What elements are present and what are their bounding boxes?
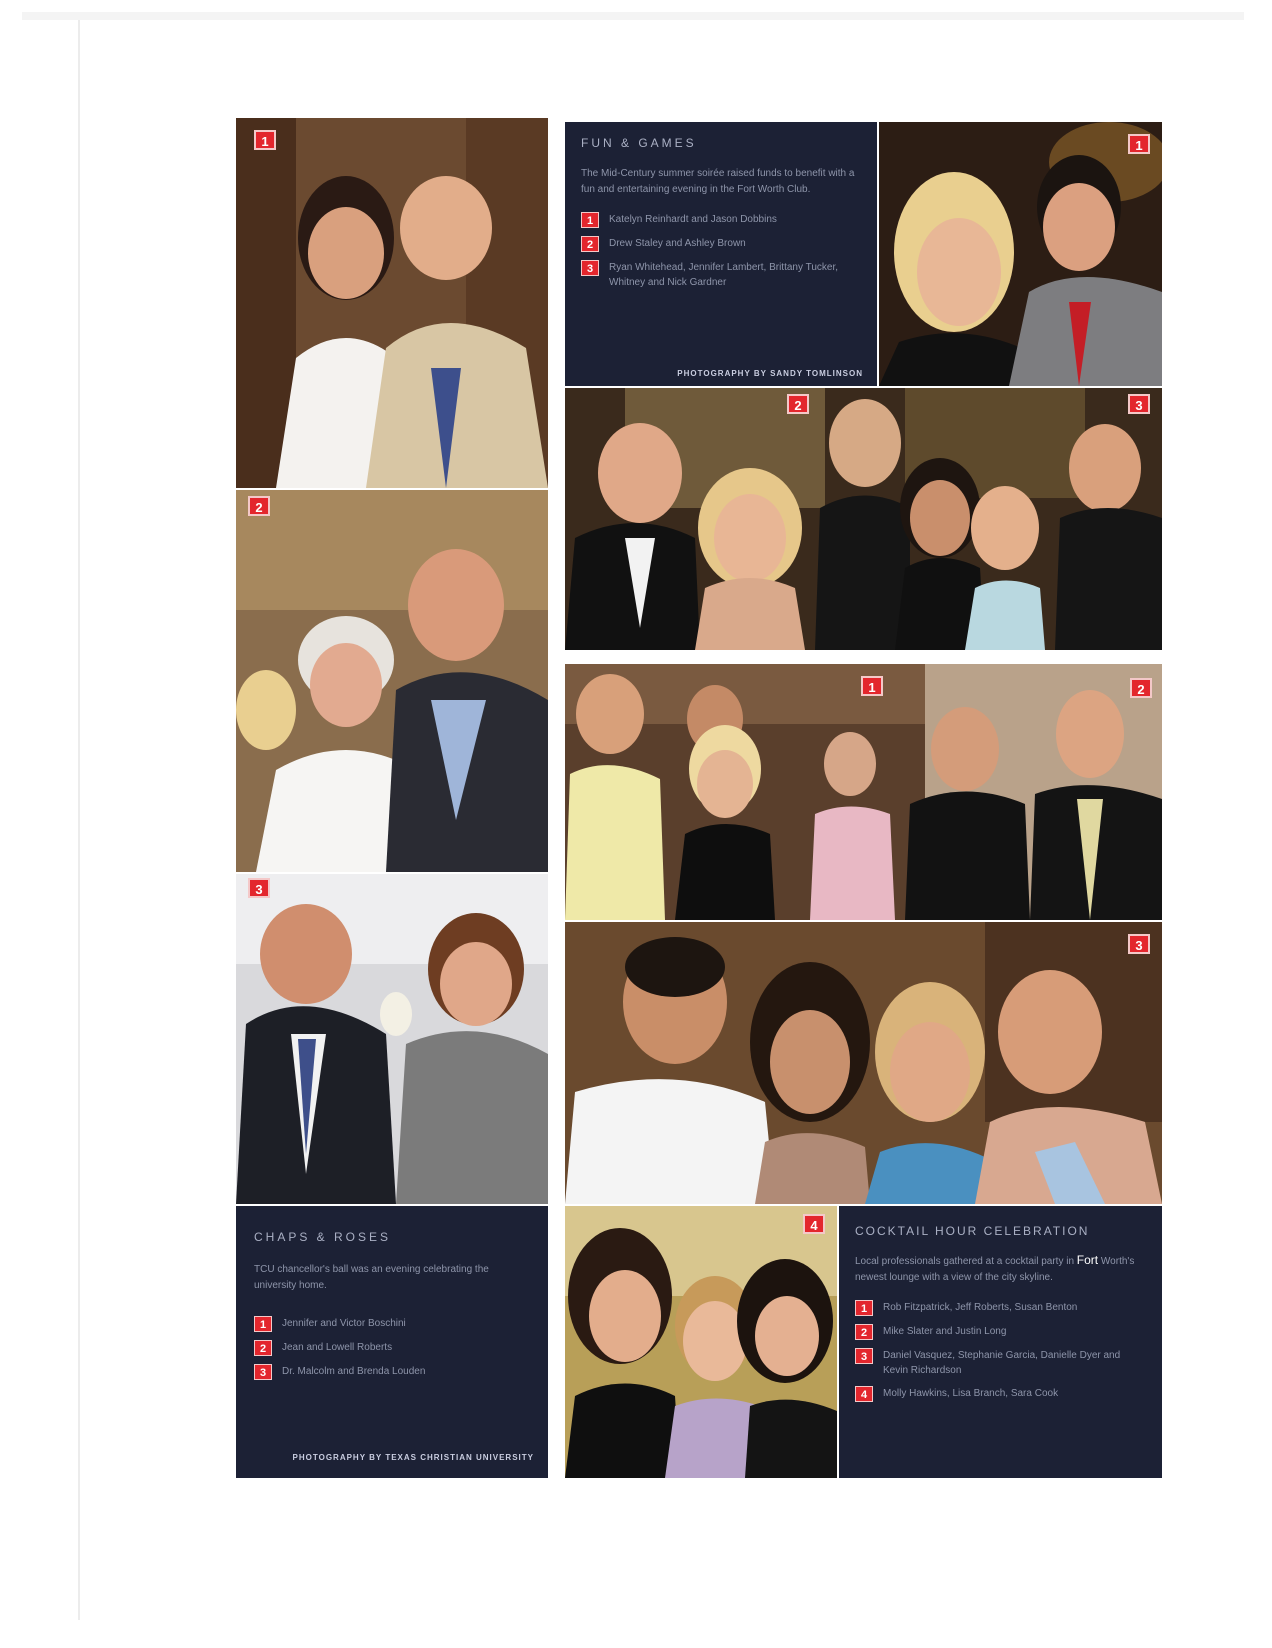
caption-list — [581, 212, 861, 290]
photo-badge: 3 — [1128, 934, 1150, 954]
caption-number: 4 — [855, 1386, 873, 1402]
caption-text: Ryan Whitehead, Jennifer Lambert, Brittany Tucker, Whitney and Nick Gardner — [609, 262, 838, 288]
caption-text: Drew Staley and Ashley Brown — [609, 238, 746, 249]
caption-item — [581, 236, 861, 252]
panel-title: CHAPS & ROSES — [254, 1230, 392, 1244]
photo-badge: 1 — [1128, 134, 1150, 154]
caption-number: 1 — [855, 1300, 873, 1316]
panel-description-text-2: Worth's newest lounge with a view of the city skyline. — [855, 1256, 1135, 1283]
photo-badge: 2 — [1130, 678, 1152, 698]
photo-badge: 2 — [787, 394, 809, 414]
photo-bottom-right-3 — [565, 922, 1162, 1204]
caption-number: 3 — [855, 1348, 873, 1364]
caption-number: 1 — [581, 212, 599, 228]
caption-number: 1 — [254, 1316, 272, 1332]
panel-title: COCKTAIL HOUR CELEBRATION — [855, 1224, 1090, 1238]
caption-number: 2 — [581, 236, 599, 252]
chaps-roses-panel — [236, 1206, 548, 1478]
caption-item — [855, 1324, 1146, 1340]
photo-badge: 1 — [861, 676, 883, 696]
photo-credit: PHOTOGRAPHY BY TEXAS CHRISTIAN UNIVERSITY — [292, 1453, 534, 1462]
caption-item — [855, 1386, 1146, 1402]
panel-description — [855, 1252, 1146, 1286]
caption-text: Mike Slater and Justin Long — [883, 1326, 1007, 1337]
panel-description-highlight: Fort — [1076, 1253, 1099, 1267]
caption-number: 3 — [581, 260, 599, 276]
caption-item — [855, 1348, 1146, 1378]
caption-text: Molly Hawkins, Lisa Branch, Sara Cook — [883, 1388, 1059, 1399]
caption-item — [581, 260, 861, 290]
caption-text: Rob Fitzpatrick, Jeff Roberts, Susan Benton — [883, 1302, 1078, 1313]
caption-item — [254, 1340, 530, 1356]
caption-text: Daniel Vasquez, Stephanie Garcia, Danielle Dyer and Kevin Richardson — [883, 1350, 1121, 1376]
caption-item — [254, 1316, 530, 1332]
panel-title: FUN & GAMES — [581, 136, 697, 150]
caption-item — [254, 1364, 530, 1380]
photo-badge: 1 — [254, 130, 276, 150]
photo-badge: 4 — [803, 1214, 825, 1234]
scan-left-edge — [78, 20, 80, 1620]
caption-text: Katelyn Reinhardt and Jason Dobbins — [609, 214, 777, 225]
photo-bottom-right-1 — [565, 664, 1162, 920]
cocktail-hour-panel — [839, 1206, 1162, 1478]
caption-number: 3 — [254, 1364, 272, 1380]
caption-item — [581, 212, 861, 228]
photo-bottom-right-4 — [565, 1206, 837, 1478]
photo-badge: 3 — [1128, 394, 1150, 414]
scan-top-edge — [22, 12, 1244, 20]
photo-credit: PHOTOGRAPHY BY SANDY TOMLINSON — [677, 369, 863, 378]
photo-left-1 — [236, 118, 548, 488]
caption-item — [855, 1300, 1146, 1316]
panel-description — [254, 1262, 530, 1294]
photo-left-3 — [236, 874, 548, 1204]
caption-text: Jean and Lowell Roberts — [282, 1342, 393, 1353]
photo-top-right-2 — [565, 388, 1162, 650]
fun-games-panel — [565, 122, 877, 386]
caption-list — [855, 1300, 1146, 1402]
photo-left-2 — [236, 490, 548, 872]
panel-description: The Mid-Century summer soirée raised funds to benefit with a fun and entertaining evening in the Fort Worth Club. — [581, 168, 855, 195]
caption-number: 2 — [254, 1340, 272, 1356]
caption-text: Jennifer and Victor Boschini — [282, 1318, 406, 1329]
panel-description-text: Local professionals gathered at a cocktail party in — [855, 1256, 1075, 1267]
caption-number: 2 — [855, 1324, 873, 1340]
caption-text: Dr. Malcolm and Brenda Louden — [282, 1366, 426, 1377]
photo-top-right-1 — [879, 122, 1162, 386]
caption-list — [254, 1316, 530, 1380]
panel-description-text: TCU chancellor's ball was an evening celebrating the university home. — [254, 1264, 489, 1291]
photo-badge: 3 — [248, 878, 270, 898]
photo-badge: 2 — [248, 496, 270, 516]
